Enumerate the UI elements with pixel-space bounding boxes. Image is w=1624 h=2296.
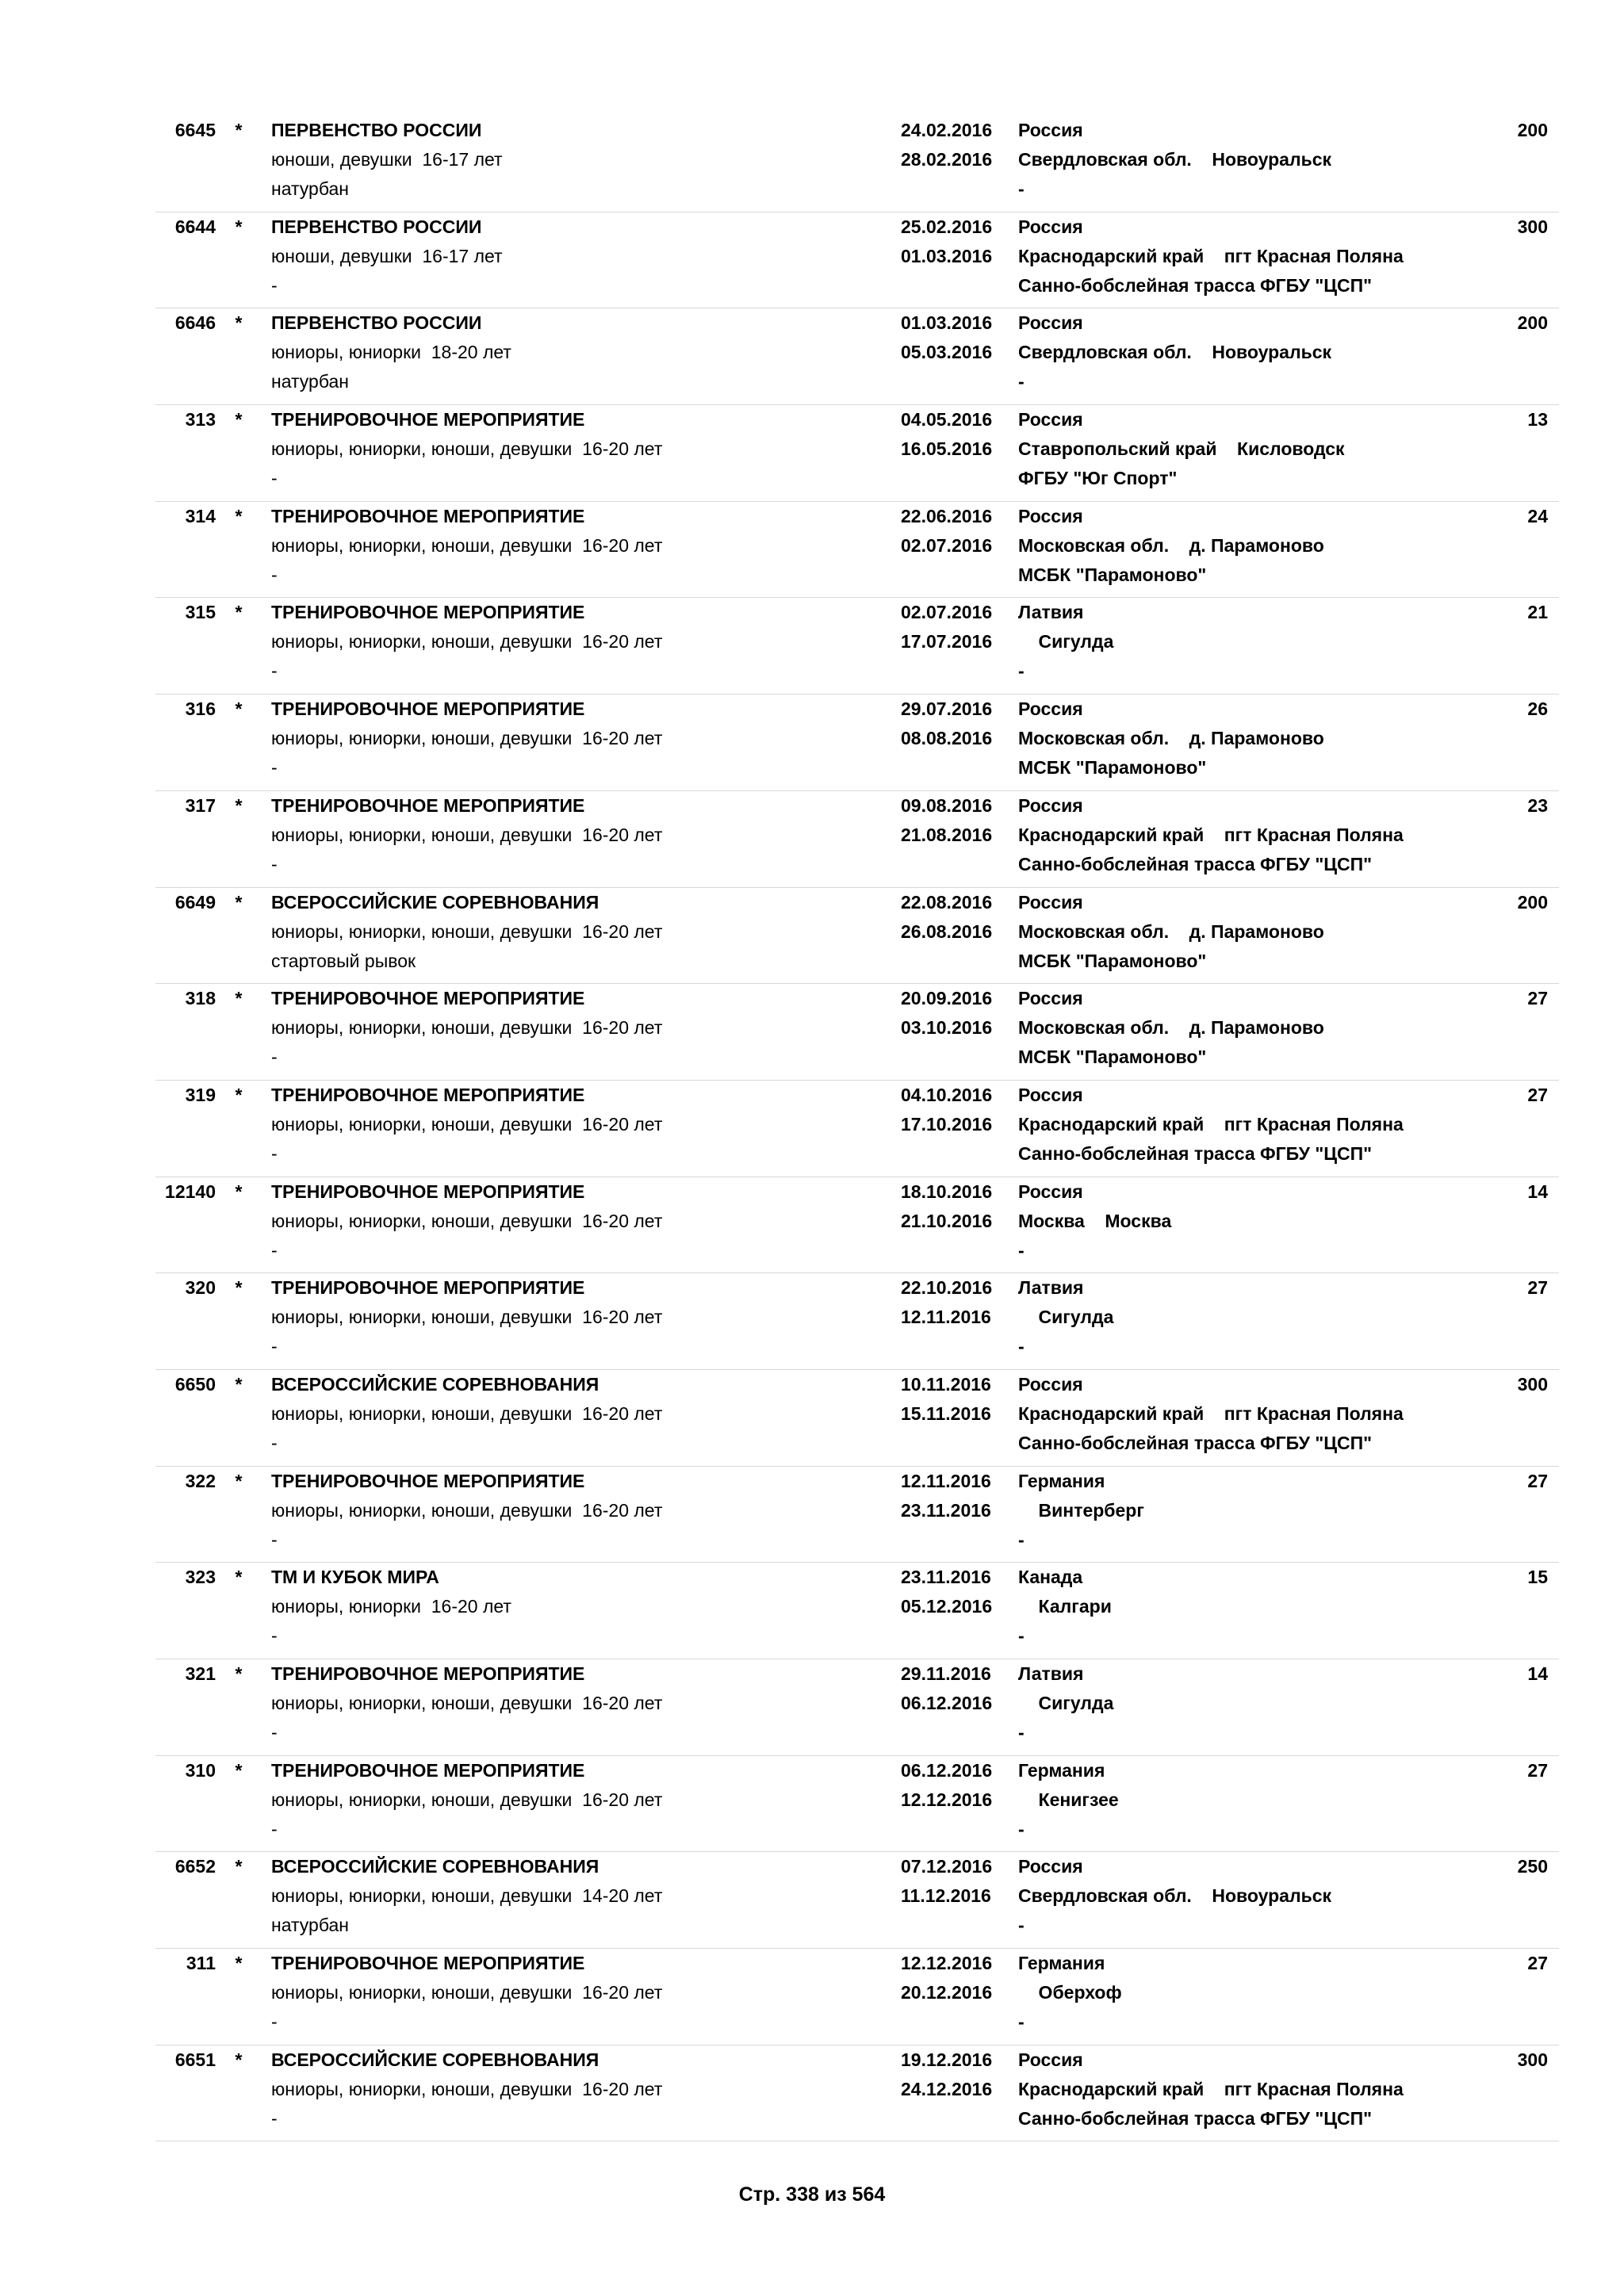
entry-region-city: Московская обл. д. Парамоново xyxy=(1018,728,1324,749)
entry-country: Россия xyxy=(1018,1084,1083,1105)
entry-participants: 250 xyxy=(1517,1856,1548,1877)
entry-date-start: 12.11.2016 xyxy=(901,1470,991,1491)
entry-date-start: 25.02.2016 xyxy=(901,216,993,237)
entry-venue: МСБК "Парамоново" xyxy=(1018,1047,1207,1068)
entry-date-end: 28.02.2016 xyxy=(901,149,993,170)
entry-event xyxy=(271,212,890,300)
entry-country: Латвия xyxy=(1018,1663,1084,1684)
entry-event xyxy=(271,1949,890,2037)
entry-region-city: Свердловская обл. Новоуральск xyxy=(1018,1885,1332,1907)
entry-region-city: Сигулда xyxy=(1018,631,1114,652)
entry-date-start: 09.08.2016 xyxy=(901,794,993,816)
entry-title: ВСЕРОССИЙСКИЕ СОРЕВНОВАНИЯ xyxy=(271,891,599,913)
entry-id: 6646 xyxy=(174,312,216,334)
entry-participants: 27 xyxy=(1527,1470,1548,1491)
entry-event xyxy=(271,598,890,686)
entry-id: 310 xyxy=(185,1759,216,1781)
entry-country: Латвия xyxy=(1018,1277,1084,1299)
entry-country: Россия xyxy=(1018,1373,1083,1395)
entry-venue: Санно-бобслейная трасса ФГБУ "ЦСП" xyxy=(1018,853,1373,874)
entry-event xyxy=(271,1467,890,1555)
entry-country: Россия xyxy=(1018,312,1083,334)
entry-location xyxy=(1018,1563,1478,1651)
entry-mark: * xyxy=(235,1373,243,1395)
entry-participants: 27 xyxy=(1527,1759,1548,1781)
list-item xyxy=(155,1273,1559,1370)
entry-id: 315 xyxy=(185,602,216,623)
entry-venue: МСБК "Парамоново" xyxy=(1018,757,1207,779)
entry-location xyxy=(1018,1177,1478,1265)
entry-age-group: юниоры, юниорки, юноши, девушки 16-20 лет xyxy=(271,438,663,460)
entry-mark: * xyxy=(235,1856,243,1877)
entry-country: Россия xyxy=(1018,120,1083,140)
list-item xyxy=(155,1852,1559,1949)
entry-age-group: юниоры, юниорки 18-20 лет xyxy=(271,342,511,363)
entry-mark: * xyxy=(235,2049,243,2070)
entry-age-group: юниоры, юниорки, юноши, девушки 16-20 лет xyxy=(271,534,663,556)
entry-country: Германия xyxy=(1018,1953,1105,1974)
entry-title: ТРЕНИРОВОЧНОЕ МЕРОПРИЯТИЕ xyxy=(271,1663,585,1684)
entry-id: 6645 xyxy=(174,120,216,140)
entry-venue: Санно-бобслейная трасса ФГБУ "ЦСП" xyxy=(1018,1432,1373,1453)
entry-date-end: 15.11.2016 xyxy=(901,1402,991,1424)
entry-venue: Санно-бобслейная трасса ФГБУ "ЦСП" xyxy=(1018,1142,1373,1164)
entry-country: Россия xyxy=(1018,409,1083,430)
entry-participants: 23 xyxy=(1527,794,1548,816)
entry-location xyxy=(1018,1852,1478,1940)
entry-age-group: юниоры, юниорки, юноши, девушки 16-20 лет xyxy=(271,1693,663,1713)
entry-country: Россия xyxy=(1018,794,1083,816)
entry-mark: * xyxy=(235,1277,243,1299)
entry-mark: * xyxy=(235,1181,243,1202)
entry-discipline: - xyxy=(271,468,278,489)
entry-date-start: 22.08.2016 xyxy=(901,891,993,913)
entry-country: Россия xyxy=(1018,2049,1083,2070)
entry-date-start: 19.12.2016 xyxy=(901,2049,993,2070)
list-item xyxy=(155,1177,1559,1274)
list-item xyxy=(155,791,1559,888)
entry-region-city: Свердловская обл. Новоуральск xyxy=(1018,342,1332,363)
entry-date-start: 12.12.2016 xyxy=(901,1953,993,1974)
entry-participants: 27 xyxy=(1527,1953,1548,1974)
entry-date-start: 18.10.2016 xyxy=(901,1181,993,1202)
entry-age-group: юниоры, юниорки, юноши, девушки 16-20 лет xyxy=(271,1113,663,1135)
entry-title: ТРЕНИРОВОЧНОЕ МЕРОПРИЯТИЕ xyxy=(271,698,585,720)
entry-region-city: Московская обл. д. Парамоново xyxy=(1018,920,1324,942)
entry-location xyxy=(1018,1756,1478,1844)
entry-id: 318 xyxy=(185,988,216,1009)
entry-title: ВСЕРОССИЙСКИЕ СОРЕВНОВАНИЯ xyxy=(271,1856,599,1877)
entry-date-end: 17.07.2016 xyxy=(901,631,993,652)
list-item xyxy=(155,405,1559,502)
entry-date-end: 20.12.2016 xyxy=(901,1982,993,2003)
entry-mark: * xyxy=(235,698,243,720)
entry-country: Германия xyxy=(1018,1759,1105,1781)
entry-title: ТМ И КУБОК МИРА xyxy=(271,1567,439,1588)
list-item xyxy=(155,984,1559,1081)
entry-country: Россия xyxy=(1018,891,1083,913)
entry-region-city: Винтерберг xyxy=(1018,1499,1144,1521)
entry-mark: * xyxy=(235,1759,243,1781)
entry-date-end: 21.10.2016 xyxy=(901,1210,993,1231)
entry-country: Канада xyxy=(1018,1567,1083,1588)
entry-location xyxy=(1018,1659,1478,1747)
entry-event xyxy=(271,1177,890,1265)
entry-venue: Санно-бобслейная трасса ФГБУ "ЦСП" xyxy=(1018,2107,1373,2129)
entry-age-group: юниоры, юниорки, юноши, девушки 16-20 лет xyxy=(271,1017,663,1039)
entry-age-group: юниоры, юниорки, юноши, девушки 16-20 лет xyxy=(271,2078,663,2099)
entry-region-city: Москва Москва xyxy=(1018,1210,1172,1231)
entry-date-start: 02.07.2016 xyxy=(901,602,993,623)
entry-discipline: - xyxy=(271,1529,278,1550)
entry-participants: 14 xyxy=(1527,1181,1548,1202)
entry-region-city: Калгари xyxy=(1018,1596,1112,1617)
entry-region-city: Краснодарский край пгт Красная Поляна xyxy=(1018,2078,1404,2099)
entry-id: 323 xyxy=(185,1567,216,1588)
list-item xyxy=(155,502,1559,599)
entry-venue: - xyxy=(1018,1722,1025,1743)
entry-date-end: 08.08.2016 xyxy=(901,728,993,749)
entry-discipline: - xyxy=(271,1047,278,1068)
entry-discipline: - xyxy=(271,660,278,682)
entry-date-start: 06.12.2016 xyxy=(901,1759,993,1781)
entry-location xyxy=(1018,1273,1478,1361)
entry-id: 322 xyxy=(185,1470,216,1491)
entry-location xyxy=(1018,984,1478,1072)
entry-age-group: юниоры, юниорки, юноши, девушки 16-20 лет xyxy=(271,1789,663,1810)
entry-location xyxy=(1018,2045,1478,2133)
entry-country: Россия xyxy=(1018,988,1083,1009)
entry-date-end: 05.03.2016 xyxy=(901,342,993,363)
entry-location xyxy=(1018,695,1478,783)
entry-discipline: - xyxy=(271,2107,278,2129)
entry-mark: * xyxy=(235,1663,243,1684)
entry-region-city: Московская обл. д. Парамоново xyxy=(1018,1017,1324,1039)
list-item xyxy=(155,695,1559,791)
entry-participants: 300 xyxy=(1517,216,1548,237)
entry-mark: * xyxy=(235,891,243,913)
list-item xyxy=(155,1563,1559,1659)
entry-participants: 27 xyxy=(1527,1277,1548,1299)
entry-venue: - xyxy=(1018,1625,1025,1647)
entry-discipline: - xyxy=(271,2011,278,2033)
entry-location xyxy=(1018,116,1478,204)
entry-date-start: 20.09.2016 xyxy=(901,988,993,1009)
entry-date-start: 01.03.2016 xyxy=(901,312,993,334)
entry-date-end: 11.12.2016 xyxy=(901,1885,991,1907)
entry-region-city: Свердловская обл. Новоуральск xyxy=(1018,149,1332,170)
entry-region-city: Краснодарский край пгт Красная Поляна xyxy=(1018,245,1404,266)
entry-date-end: 02.07.2016 xyxy=(901,534,993,556)
entry-venue: - xyxy=(1018,1239,1025,1261)
entry-id: 321 xyxy=(185,1663,216,1684)
entry-title: ПЕРВЕНСТВО РОССИИ xyxy=(271,120,482,140)
entry-date-start: 07.12.2016 xyxy=(901,1856,993,1877)
entry-discipline: - xyxy=(271,1625,278,1647)
entry-title: ТРЕНИРОВОЧНОЕ МЕРОПРИЯТИЕ xyxy=(271,1953,585,1974)
entry-participants: 26 xyxy=(1527,698,1548,720)
entry-title: ТРЕНИРОВОЧНОЕ МЕРОПРИЯТИЕ xyxy=(271,1277,585,1299)
entry-region-city: Кенигзее xyxy=(1018,1789,1119,1810)
entry-id: 6652 xyxy=(174,1856,216,1877)
entry-participants: 27 xyxy=(1527,1084,1548,1105)
entry-event xyxy=(271,1370,890,1458)
entry-mark: * xyxy=(235,1470,243,1491)
entry-id: 319 xyxy=(185,1084,216,1105)
entry-discipline: - xyxy=(271,1142,278,1164)
list-item xyxy=(155,308,1559,405)
entry-title: ПЕРВЕНСТВО РОССИИ xyxy=(271,216,482,237)
entry-id: 317 xyxy=(185,794,216,816)
entry-title: ТРЕНИРОВОЧНОЕ МЕРОПРИЯТИЕ xyxy=(271,1759,585,1781)
entry-mark: * xyxy=(235,409,243,430)
entry-mark: * xyxy=(235,120,243,140)
entry-age-group: юниоры, юниорки, юноши, девушки 16-20 лет xyxy=(271,1307,663,1328)
entry-date-start: 22.06.2016 xyxy=(901,505,993,526)
list-item xyxy=(155,1756,1559,1853)
entry-venue: ФГБУ "Юг Спорт" xyxy=(1018,468,1178,489)
list-item xyxy=(155,1467,1559,1563)
entry-participants: 21 xyxy=(1527,602,1548,623)
entry-participants: 13 xyxy=(1527,409,1548,430)
entry-date-start: 29.11.2016 xyxy=(901,1663,991,1684)
list-item xyxy=(155,1081,1559,1177)
entry-venue: - xyxy=(1018,2011,1025,2033)
entry-date-end: 12.11.2016 xyxy=(901,1307,991,1328)
page-number: Стр. 338 из 564 xyxy=(738,2183,886,2206)
entry-title: ТРЕНИРОВОЧНОЕ МЕРОПРИЯТИЕ xyxy=(271,1181,585,1202)
entry-discipline: - xyxy=(271,1432,278,1453)
entry-id: 316 xyxy=(185,698,216,720)
entry-date-end: 26.08.2016 xyxy=(901,920,993,942)
entry-title: ТРЕНИРОВОЧНОЕ МЕРОПРИЯТИЕ xyxy=(271,1084,585,1105)
entry-id: 6651 xyxy=(174,2049,216,2070)
entry-country: Германия xyxy=(1018,1470,1105,1491)
entry-date-start: 29.07.2016 xyxy=(901,698,993,720)
entry-location xyxy=(1018,405,1478,493)
entry-mark: * xyxy=(235,794,243,816)
entry-event xyxy=(271,405,890,493)
entry-id: 314 xyxy=(185,505,216,526)
list-item xyxy=(155,1659,1559,1756)
entry-venue: - xyxy=(1018,1915,1025,1936)
entry-title: ТРЕНИРОВОЧНОЕ МЕРОПРИЯТИЕ xyxy=(271,409,585,430)
entry-event xyxy=(271,984,890,1072)
entry-country: Россия xyxy=(1018,1856,1083,1877)
entry-age-group: юниоры, юниорки, юноши, девушки 16-20 лет xyxy=(271,631,663,652)
entry-venue: - xyxy=(1018,660,1025,682)
entry-date-start: 10.11.2016 xyxy=(901,1373,991,1395)
entry-country: Россия xyxy=(1018,216,1083,237)
entry-event xyxy=(271,502,890,590)
entry-region-city: Оберхоф xyxy=(1018,1982,1122,2003)
entry-age-group: юниоры, юниорки, юноши, девушки 16-20 лет xyxy=(271,1499,663,1521)
entry-mark: * xyxy=(235,988,243,1009)
entry-title: ТРЕНИРОВОЧНОЕ МЕРОПРИЯТИЕ xyxy=(271,988,585,1009)
entry-region-city: Ставропольский край Кисловодск xyxy=(1018,438,1345,460)
entry-mark: * xyxy=(235,216,243,237)
entry-location xyxy=(1018,502,1478,590)
entry-participants: 14 xyxy=(1527,1663,1548,1684)
entry-venue: - xyxy=(1018,178,1025,199)
entry-title: ТРЕНИРОВОЧНОЕ МЕРОПРИЯТИЕ xyxy=(271,794,585,816)
entry-region-city: Краснодарский край пгт Красная Поляна xyxy=(1018,1402,1404,1424)
entry-age-group: юниоры, юниорки, юноши, девушки 16-20 лет xyxy=(271,1210,663,1231)
entry-date-end: 06.12.2016 xyxy=(901,1693,993,1713)
entry-participants: 300 xyxy=(1517,1373,1548,1395)
entry-title: ВСЕРОССИЙСКИЕ СОРЕВНОВАНИЯ xyxy=(271,2049,599,2070)
entry-discipline: стартовый рывок xyxy=(271,950,416,971)
entry-region-city: Сигулда xyxy=(1018,1693,1114,1713)
entry-event xyxy=(271,1563,890,1651)
entry-venue: МСБК "Парамоново" xyxy=(1018,950,1207,971)
entry-discipline: - xyxy=(271,1722,278,1743)
entry-event xyxy=(271,2045,890,2133)
entry-date-start: 04.10.2016 xyxy=(901,1084,993,1105)
entry-date-end: 24.12.2016 xyxy=(901,2078,993,2099)
entry-event xyxy=(271,888,890,976)
entry-region-city: Краснодарский край пгт Красная Поляна xyxy=(1018,824,1404,845)
entry-discipline: натурбан xyxy=(271,371,349,392)
entry-country: Россия xyxy=(1018,1181,1083,1202)
entry-discipline: - xyxy=(271,853,278,874)
entry-date-end: 21.08.2016 xyxy=(901,824,993,845)
entry-region-city: Московская обл. д. Парамоново xyxy=(1018,534,1324,556)
entry-age-group: юноши, девушки 16-17 лет xyxy=(271,245,503,266)
entry-venue: - xyxy=(1018,1336,1025,1357)
entry-id: 320 xyxy=(185,1277,216,1299)
entry-date-end: 03.10.2016 xyxy=(901,1017,993,1039)
entry-date-start: 24.02.2016 xyxy=(901,120,993,140)
entry-event xyxy=(271,1756,890,1844)
entry-date-end: 12.12.2016 xyxy=(901,1789,993,1810)
entry-age-group: юниоры, юниорки, юноши, девушки 16-20 лет xyxy=(271,920,663,942)
entry-discipline: натурбан xyxy=(271,1915,349,1936)
entry-date-end: 05.12.2016 xyxy=(901,1596,993,1617)
entry-location xyxy=(1018,1370,1478,1458)
entry-participants: 300 xyxy=(1517,2049,1548,2070)
entry-venue: МСБК "Парамоново" xyxy=(1018,564,1207,585)
entry-date-start: 04.05.2016 xyxy=(901,409,993,430)
entry-location xyxy=(1018,598,1478,686)
entry-id: 313 xyxy=(185,409,216,430)
list-item xyxy=(155,598,1559,695)
entry-country: Латвия xyxy=(1018,602,1084,623)
entry-region-city: Краснодарский край пгт Красная Поляна xyxy=(1018,1113,1404,1135)
entry-venue: - xyxy=(1018,1529,1025,1550)
entry-venue: Санно-бобслейная трасса ФГБУ "ЦСП" xyxy=(1018,274,1373,296)
entry-id: 12140 xyxy=(165,1181,216,1202)
entry-title: ТРЕНИРОВОЧНОЕ МЕРОПРИЯТИЕ xyxy=(271,1470,585,1491)
entry-date-start: 22.10.2016 xyxy=(901,1277,993,1299)
entry-date-end: 17.10.2016 xyxy=(901,1113,993,1135)
entry-date-end: 23.11.2016 xyxy=(901,1499,991,1521)
entry-event xyxy=(271,1081,890,1169)
entry-venue: - xyxy=(1018,371,1025,392)
entry-event xyxy=(271,1659,890,1747)
entry-country: Россия xyxy=(1018,698,1083,720)
entry-mark: * xyxy=(235,505,243,526)
list-item xyxy=(155,888,1559,985)
entry-discipline: - xyxy=(271,564,278,585)
entry-age-group: юниоры, юниорки, юноши, девушки 16-20 лет xyxy=(271,1982,663,2003)
entry-date-end: 01.03.2016 xyxy=(901,245,993,266)
entry-event xyxy=(271,1852,890,1940)
entries-list xyxy=(155,116,1559,2141)
entry-discipline: - xyxy=(271,1336,278,1357)
list-item xyxy=(155,212,1559,309)
entry-event xyxy=(271,1273,890,1361)
entry-participants: 15 xyxy=(1527,1567,1548,1588)
entry-event xyxy=(271,791,890,879)
entry-discipline: - xyxy=(271,1239,278,1261)
entry-id: 6650 xyxy=(174,1373,216,1395)
entry-location xyxy=(1018,1949,1478,2037)
entry-event xyxy=(271,116,890,204)
entry-discipline: - xyxy=(271,274,278,296)
entry-id: 6649 xyxy=(174,891,216,913)
entry-age-group: юниоры, юниорки, юноши, девушки 14-20 лет xyxy=(271,1885,663,1907)
entry-location xyxy=(1018,212,1478,300)
list-item xyxy=(155,2045,1559,2142)
entry-mark: * xyxy=(235,312,243,334)
entry-mark: * xyxy=(235,1567,243,1588)
list-item xyxy=(155,1370,1559,1467)
entry-venue: - xyxy=(1018,1818,1025,1839)
entry-participants: 200 xyxy=(1517,120,1548,140)
entry-location xyxy=(1018,308,1478,396)
entry-age-group: юниоры, юниорки, юноши, девушки 16-20 лет xyxy=(271,728,663,749)
entry-location xyxy=(1018,888,1478,976)
entry-title: ТРЕНИРОВОЧНОЕ МЕРОПРИЯТИЕ xyxy=(271,505,585,526)
entry-location xyxy=(1018,1467,1478,1555)
entry-mark: * xyxy=(235,1953,243,1974)
entry-event xyxy=(271,308,890,396)
entry-id: 311 xyxy=(186,1953,216,1974)
entry-id: 6644 xyxy=(174,216,216,237)
entry-discipline: натурбан xyxy=(271,178,349,199)
list-item xyxy=(155,1949,1559,2045)
entry-age-group: юниоры, юниорки, юноши, девушки 16-20 лет xyxy=(271,824,663,845)
entry-mark: * xyxy=(235,1084,243,1105)
entry-participants: 27 xyxy=(1527,988,1548,1009)
entry-location xyxy=(1018,1081,1478,1169)
entry-participants: 200 xyxy=(1517,891,1548,913)
entry-date-start: 23.11.2016 xyxy=(901,1567,991,1588)
list-item xyxy=(155,116,1559,212)
entry-participants: 200 xyxy=(1517,312,1548,334)
entry-participants: 24 xyxy=(1527,505,1548,526)
entry-discipline: - xyxy=(271,1818,278,1839)
entry-location xyxy=(1018,791,1478,879)
entry-mark: * xyxy=(235,602,243,623)
entry-age-group: юниоры, юниорки 16-20 лет xyxy=(271,1596,511,1617)
entry-title: ТРЕНИРОВОЧНОЕ МЕРОПРИЯТИЕ xyxy=(271,602,585,623)
entry-age-group: юноши, девушки 16-17 лет xyxy=(271,149,503,170)
entry-discipline: - xyxy=(271,757,278,779)
entry-country: Россия xyxy=(1018,505,1083,526)
entry-age-group: юниоры, юниорки, юноши, девушки 16-20 лет xyxy=(271,1402,663,1424)
entry-title: ВСЕРОССИЙСКИЕ СОРЕВНОВАНИЯ xyxy=(271,1373,599,1395)
entry-event xyxy=(271,695,890,783)
entry-title: ПЕРВЕНСТВО РОССИИ xyxy=(271,312,482,334)
entry-region-city: Сигулда xyxy=(1018,1307,1114,1328)
entry-date-end: 16.05.2016 xyxy=(901,438,993,460)
